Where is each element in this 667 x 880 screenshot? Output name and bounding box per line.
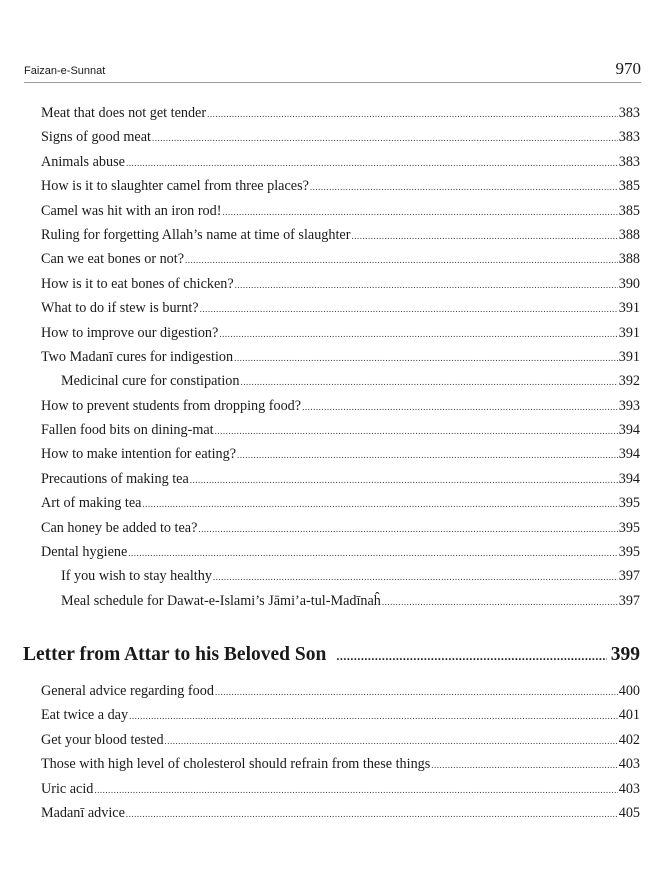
- toc-entry[interactable]: [41, 125, 640, 149]
- toc-entry-title: Meat that does not get tender: [41, 105, 207, 121]
- dot-leader: [142, 492, 617, 516]
- toc-entry-title: Get your blood tested: [41, 731, 164, 748]
- toc-entry-page: 391: [618, 324, 640, 341]
- toc-entry[interactable]: [41, 247, 640, 271]
- dot-leader: [235, 273, 618, 297]
- dot-leader: [336, 649, 606, 664]
- toc-entry-title: Two Madanī cures for indigestion: [41, 348, 234, 365]
- toc-entry-title: Ruling for forgetting Allah’s name at time of slaughter: [41, 226, 351, 243]
- dot-leader: [94, 778, 617, 802]
- toc-entry-page: 395: [618, 519, 640, 536]
- toc-entry-page: 401: [618, 707, 640, 724]
- toc-entry[interactable]: [41, 345, 640, 369]
- toc-entry-title: Precautions of making tea: [41, 470, 189, 487]
- toc-entry-title: Eat twice a day: [41, 707, 129, 724]
- toc-entry[interactable]: [41, 442, 640, 466]
- toc-entry-title: Camel was hit with an iron rod!: [41, 202, 222, 219]
- toc-entry-title: What to do if stew is burnt?: [41, 300, 199, 317]
- section-heading[interactable]: [23, 644, 640, 666]
- dot-leader: [215, 680, 618, 704]
- dot-leader: [351, 224, 617, 248]
- toc-entry-title: Art of making tea: [41, 495, 142, 512]
- toc-entry-title: Medicinal cure for constipation: [61, 373, 240, 390]
- toc-entry[interactable]: [41, 728, 640, 752]
- toc-entry[interactable]: [41, 174, 640, 198]
- toc-entry-page: 394: [618, 470, 640, 487]
- toc-entry[interactable]: [41, 679, 640, 703]
- toc-entry-title: Can honey be added to tea?: [41, 519, 198, 536]
- section-title: Letter from Attar to his Beloved Son: [23, 644, 327, 665]
- toc-entry-page: 395: [618, 495, 640, 512]
- toc-entry[interactable]: [41, 540, 640, 564]
- dot-leader: [207, 102, 618, 126]
- toc-entry-page: 383: [618, 153, 640, 170]
- dot-leader: [165, 729, 618, 753]
- toc-entry-title: Fallen food bits on dining-mat: [41, 422, 214, 439]
- toc-entry[interactable]: [41, 272, 640, 296]
- toc-subentry[interactable]: [41, 589, 640, 613]
- toc-entry-page: 388: [618, 251, 640, 268]
- toc-entry-page: 385: [618, 202, 640, 219]
- dot-leader: [222, 200, 617, 224]
- dot-leader: [240, 370, 617, 394]
- toc-entry-title: Animals abuse: [41, 153, 125, 170]
- toc-entry-page: 403: [618, 756, 640, 773]
- toc-entry-page: 395: [618, 544, 640, 561]
- toc-entry-title: How is it to slaughter camel from three places?: [41, 178, 309, 195]
- dot-leader: [126, 802, 618, 826]
- toc-entry[interactable]: [41, 199, 640, 223]
- dot-leader: [190, 468, 618, 492]
- toc-entry-title: Dental hygiene: [41, 544, 128, 561]
- section-page: 399: [610, 644, 640, 665]
- toc-entry-page: 394: [618, 446, 640, 463]
- toc-entry[interactable]: [41, 777, 640, 801]
- toc-entry-page: 394: [618, 422, 640, 439]
- toc-entry[interactable]: [41, 101, 640, 125]
- toc-entry[interactable]: [41, 321, 640, 345]
- dot-leader: [128, 541, 617, 565]
- toc-entry[interactable]: [41, 223, 640, 247]
- toc-entry-page: 390: [618, 275, 640, 292]
- toc-entry-page: 392: [618, 373, 640, 390]
- dot-leader: [237, 443, 618, 467]
- toc-entry[interactable]: [41, 491, 640, 515]
- toc-entry-page: 397: [618, 568, 640, 585]
- toc-entry-title: How to make intention for eating?: [41, 446, 237, 463]
- toc-entry[interactable]: [41, 418, 640, 442]
- toc-entry-page: 391: [618, 300, 640, 317]
- toc-entry-title: Can we eat bones or not?: [41, 251, 185, 268]
- toc-entry-page: 393: [618, 397, 640, 414]
- toc-entry[interactable]: [41, 703, 640, 727]
- toc-entry-title: General advice regarding food: [41, 683, 214, 699]
- toc-entry-title: Those with high level of cholesterol should refrain from these things: [41, 756, 431, 773]
- page-header: [24, 58, 641, 83]
- toc-entry-page: 400: [618, 683, 640, 699]
- dot-leader: [213, 565, 618, 589]
- toc-entry-page: 391: [618, 348, 640, 365]
- toc-entry-title: How to improve our digestion?: [41, 324, 219, 341]
- toc-entry-title: How to prevent students from dropping food?: [41, 397, 302, 414]
- dot-leader: [129, 704, 618, 728]
- dot-leader: [310, 175, 618, 199]
- toc-entry[interactable]: [41, 394, 640, 418]
- toc-entry-title: Uric acid: [41, 780, 94, 797]
- toc-entry[interactable]: [41, 801, 640, 825]
- toc-entry-page: 405: [618, 804, 640, 821]
- toc-entry-title: Meal schedule for Dawat-e-Islami’s Jāmi’a-tul-Madīnaĥ: [61, 592, 381, 609]
- dot-leader: [302, 395, 618, 419]
- toc-entry-title: Madanī advice: [41, 804, 125, 821]
- page-number: 970: [615, 59, 641, 78]
- dot-leader: [219, 322, 617, 346]
- toc-entry[interactable]: [41, 150, 640, 174]
- toc-entry[interactable]: [41, 752, 640, 776]
- toc-entry-title: Signs of good meat: [41, 129, 151, 146]
- dot-leader: [382, 590, 618, 614]
- toc-entry-page: 397: [618, 592, 640, 609]
- dot-leader: [431, 753, 617, 777]
- dot-leader: [198, 517, 617, 541]
- toc-subentry[interactable]: [41, 369, 640, 393]
- toc-entry[interactable]: [41, 296, 640, 320]
- running-title: Faizan-e-Sunnat: [24, 65, 106, 77]
- toc-entry-page: 402: [618, 731, 640, 748]
- toc-entry-page: 383: [618, 129, 640, 146]
- dot-leader: [234, 346, 618, 370]
- dot-leader: [200, 297, 618, 321]
- dot-leader: [185, 248, 618, 272]
- toc-entry-title: If you wish to stay healthy: [61, 568, 212, 585]
- toc-entry-page: 385: [618, 178, 640, 195]
- dot-leader: [126, 151, 618, 175]
- toc-subentry[interactable]: [41, 564, 640, 588]
- toc-list-part2: [41, 679, 640, 825]
- toc-entry[interactable]: [41, 467, 640, 491]
- toc-list-part1: [41, 101, 640, 613]
- toc-entry-page: 403: [618, 780, 640, 797]
- dot-leader: [215, 419, 618, 443]
- toc-entry-page: 383: [618, 105, 640, 121]
- toc-entry-title: How is it to eat bones of chicken?: [41, 275, 234, 292]
- toc-entry[interactable]: [41, 516, 640, 540]
- toc-entry-page: 388: [618, 226, 640, 243]
- dot-leader: [152, 126, 618, 150]
